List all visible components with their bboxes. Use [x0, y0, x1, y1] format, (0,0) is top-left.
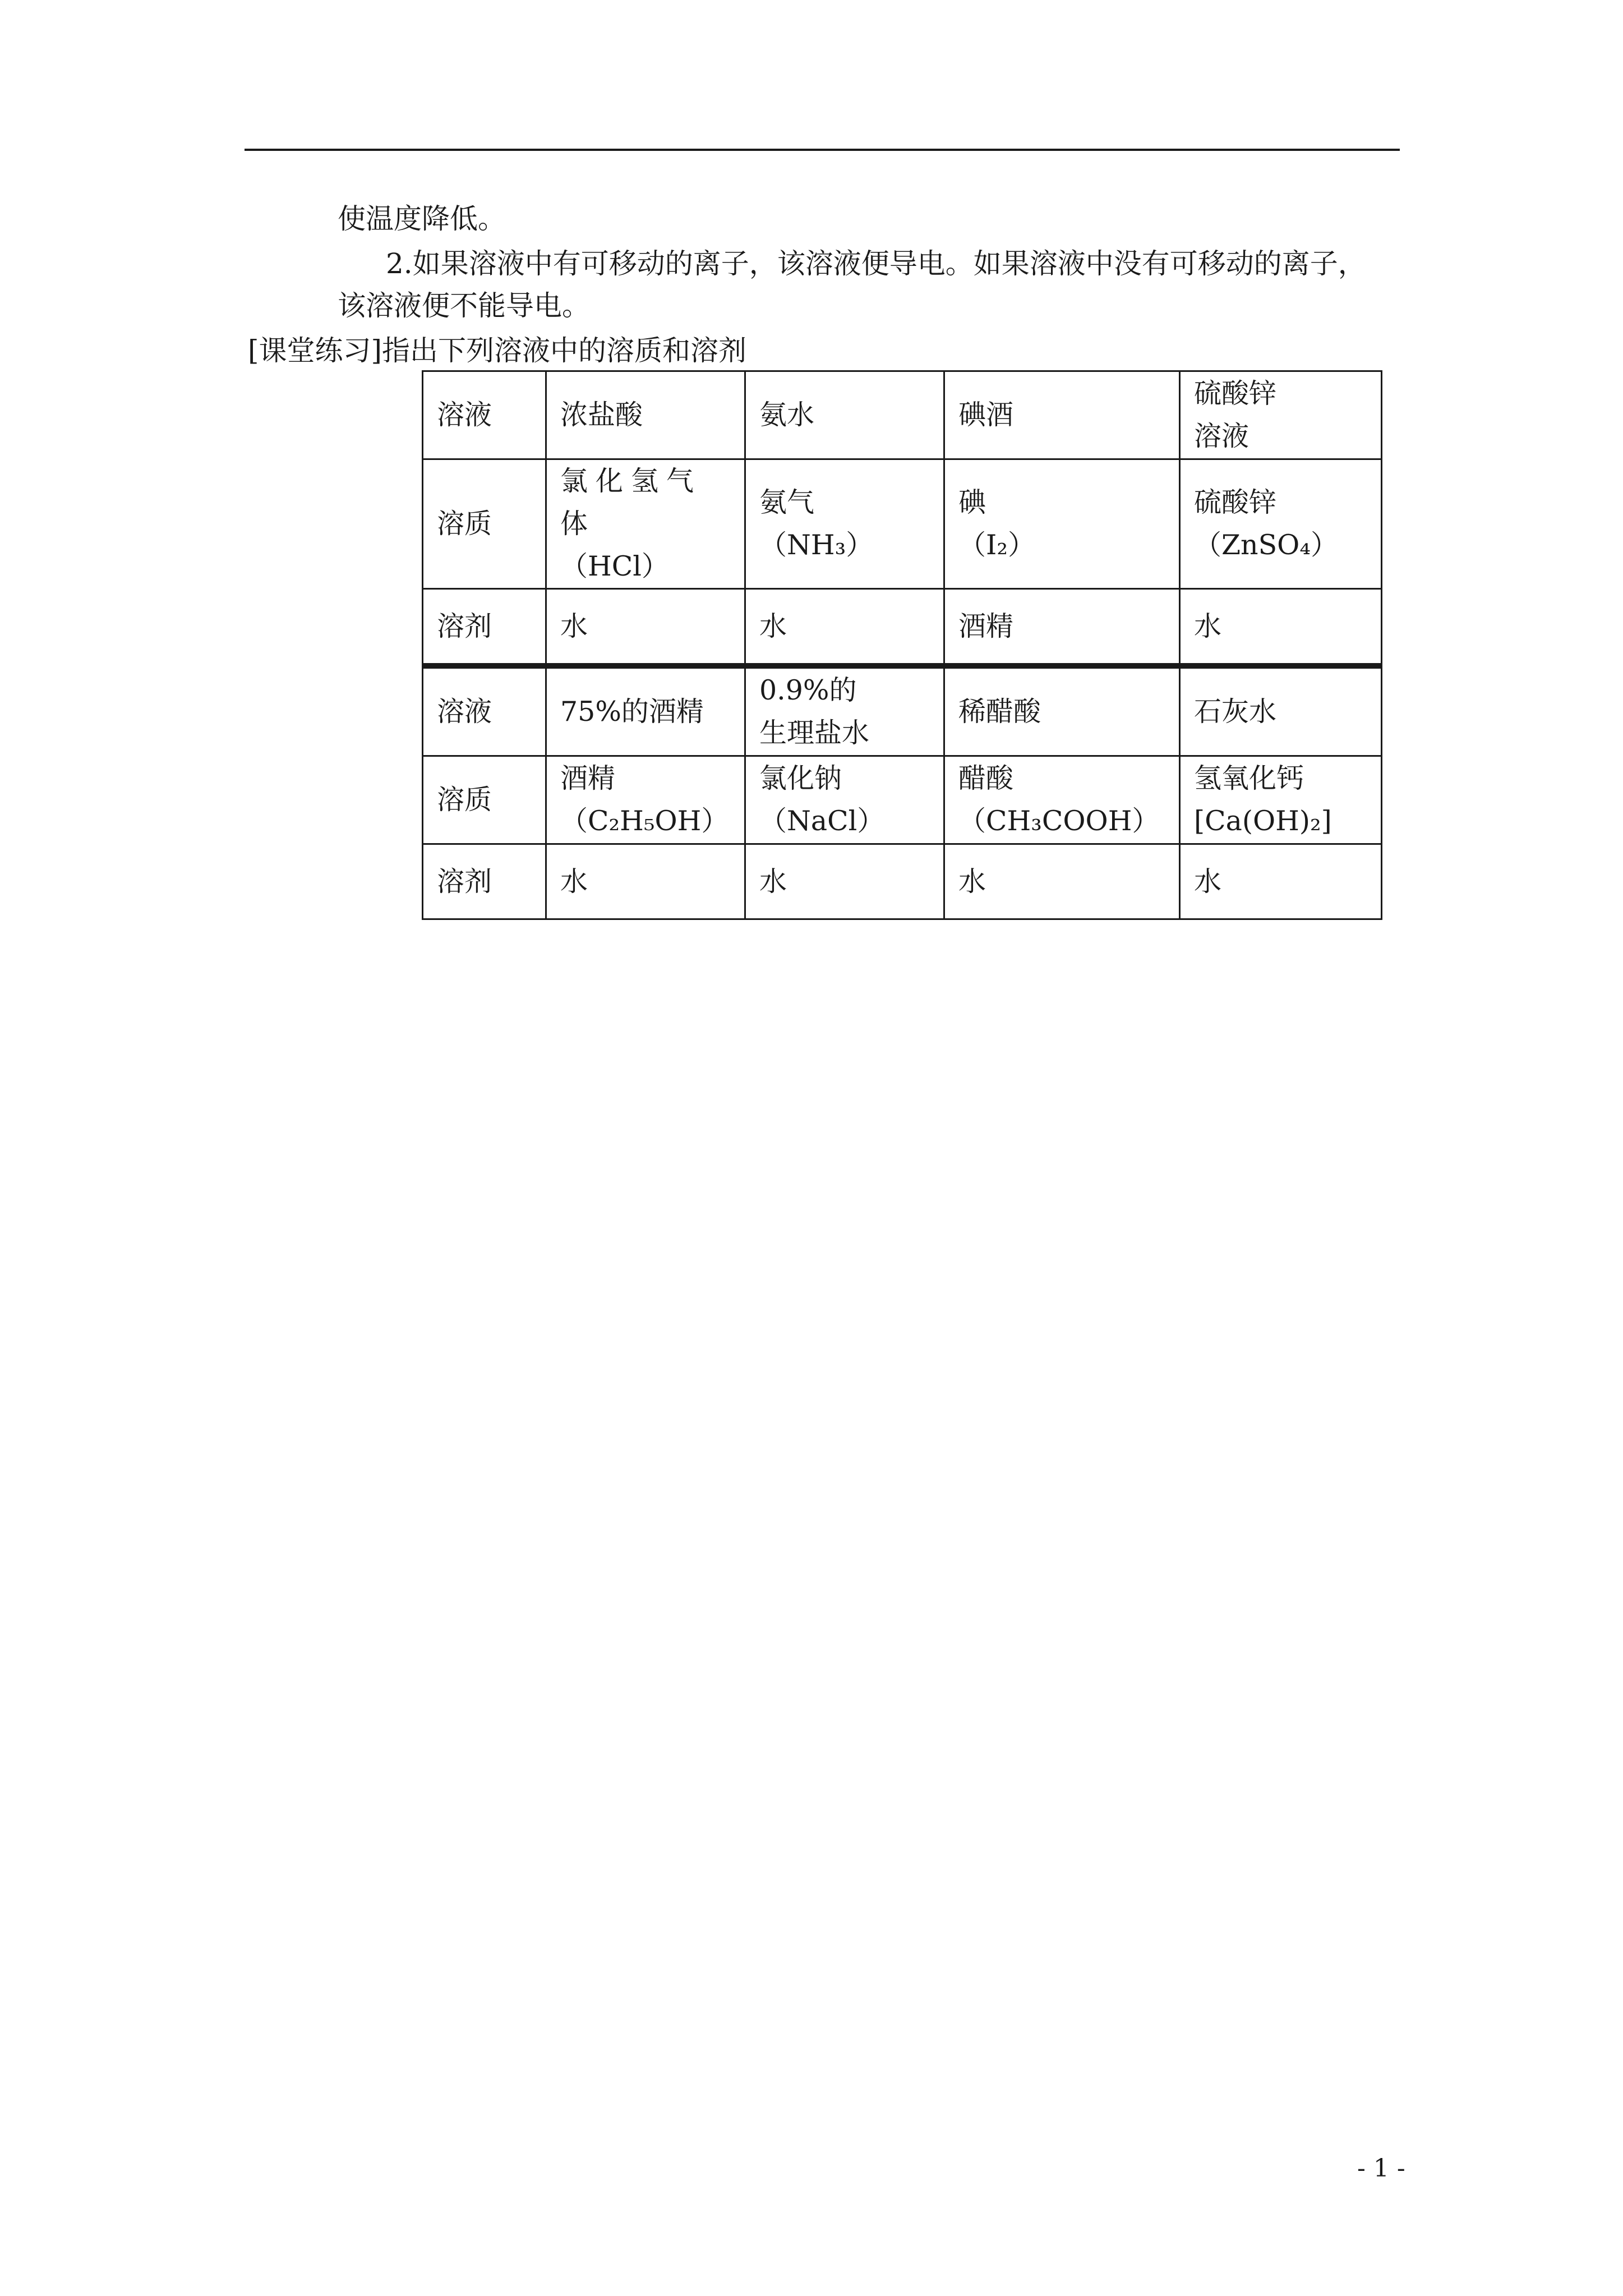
solute-formula: （I₂） [958, 529, 1035, 561]
body-text-line-2: 2.如果溶液中有可移动的离子，该溶液便导电。如果溶液中没有可移动的离子， [386, 247, 1366, 280]
cell-solution: 浓盐酸 [546, 371, 745, 459]
cell-solution [745, 666, 944, 756]
solute-name: 氨气 [759, 486, 815, 518]
cell-solvent: 水 [745, 844, 944, 919]
table-row-solute-1 [423, 459, 1382, 589]
row-label-solute: 溶质 [423, 459, 546, 589]
cell-solute [546, 459, 745, 589]
cell-solute [546, 756, 745, 844]
cell-solvent: 水 [1180, 844, 1382, 919]
row-label-solute: 溶质 [423, 756, 546, 844]
solute-name: 氯化氢气体 [560, 465, 702, 540]
cell-solute [745, 459, 944, 589]
cell-solvent: 水 [1180, 589, 1382, 666]
solute-formula: （HCl） [560, 550, 669, 582]
cell-solute [944, 459, 1180, 589]
header-rule [245, 149, 1400, 151]
cell-solvent: 水 [546, 589, 745, 666]
cell-solute [1180, 756, 1382, 844]
row-label-solution: 溶液 [423, 371, 546, 459]
solute-formula: （CH₃COOH） [958, 805, 1160, 837]
table-row-solution-1 [423, 371, 1382, 459]
cell-solution: 碘酒 [944, 371, 1180, 459]
body-text-line-1: 使温度降低。 [338, 203, 506, 235]
solute-formula: （NH₃） [759, 529, 874, 561]
cell-solution [1180, 371, 1382, 459]
solute-formula: （NaCl） [759, 805, 885, 837]
table-row-solvent-1 [423, 589, 1382, 666]
table-row-solute-2 [423, 756, 1382, 844]
cell-solution: 氨水 [745, 371, 944, 459]
solute-name: 酒精 [560, 762, 616, 794]
solute-name: 氢氧化钙 [1194, 762, 1304, 794]
solute-name: 硫酸锌 [1194, 486, 1277, 518]
cell-solute [1180, 459, 1382, 589]
cell-solution-line: 生理盐水 [759, 717, 870, 749]
cell-solvent: 水 [944, 844, 1180, 919]
row-label-solvent: 溶剂 [423, 589, 546, 666]
cell-solvent: 酒精 [944, 589, 1180, 666]
exercise-heading: [课堂练习]指出下列溶液中的溶质和溶剂 [248, 334, 747, 367]
cell-solution-line: 溶液 [1194, 420, 1249, 452]
solute-formula: （ZnSO₄） [1194, 529, 1338, 561]
table-row-solution-2 [423, 666, 1382, 756]
body-text-line-3: 该溶液便不能导电。 [338, 289, 590, 322]
table-row-solvent-2 [423, 844, 1382, 919]
cell-solvent: 水 [745, 589, 944, 666]
solute-name: 醋酸 [958, 762, 1014, 794]
cell-solution-line: 硫酸锌 [1194, 378, 1277, 409]
page-number: - 1 - [1357, 2154, 1405, 2183]
row-label-solution: 溶液 [423, 666, 546, 756]
cell-solution: 稀醋酸 [944, 666, 1180, 756]
cell-solution-line: 0.9%的 [759, 674, 857, 706]
row-label-solvent: 溶剂 [423, 844, 546, 919]
solute-formula: （C₂H₅OH） [560, 805, 729, 837]
solute-name: 碘 [958, 486, 986, 518]
solute-name: 氯化钠 [759, 762, 842, 794]
cell-solute [745, 756, 944, 844]
cell-solution: 石灰水 [1180, 666, 1382, 756]
cell-solvent: 水 [546, 844, 745, 919]
cell-solute [944, 756, 1180, 844]
cell-solution: 75%的酒精 [546, 666, 745, 756]
solute-formula: [Ca(OH)₂] [1194, 805, 1332, 837]
solution-table [422, 370, 1382, 920]
